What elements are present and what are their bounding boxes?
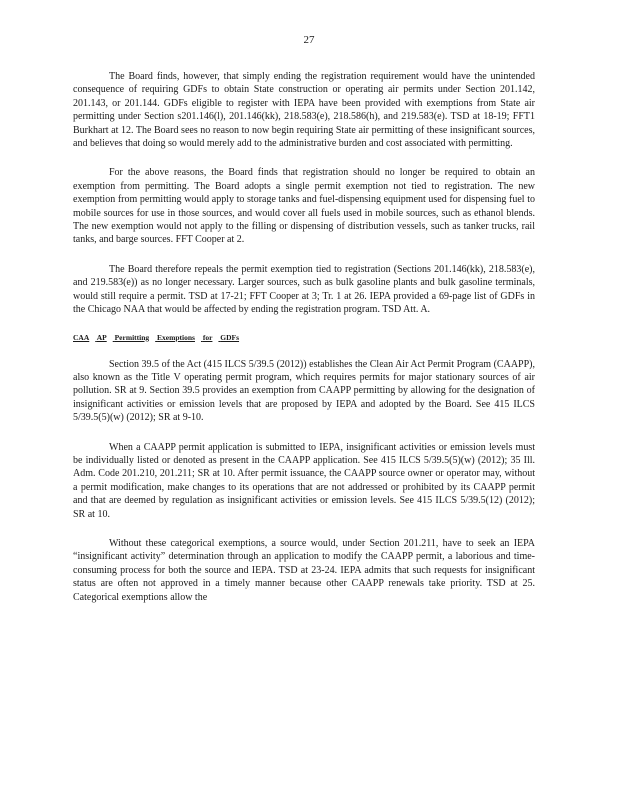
heading-word: for xyxy=(202,332,213,342)
heading-word: Exemptions xyxy=(157,332,195,342)
document-body xyxy=(73,70,535,620)
heading-word: CAA xyxy=(73,332,90,342)
paragraph-repeal: The Board therefore repeals the permit exemption tied to registration (Sections 201.146(kk), 218.583(e), and 219.583(e)) as no longer necessary. Larger sources, such as bulk gasoline plants and bulk gasoline terminals, would still require a permit. TSD at 17-21; FFT Cooper at 3; Tr. 1 at 26. IEPA provided a 69-page list of GDFs in the Chicago NAA that would be affected by ending the registration program. TSD Att. A. xyxy=(73,263,535,316)
paragraph-caapp-application: When a CAAPP permit application is submitted to IEPA, insignificant activities or emission levels must be individually listed or denoted as present in the CAAPP application. See 415 ILCS 5/39.5(5)(w) (2012); 35 Ill. Adm. Code 201.210, 201.211; SR at 10. After permit issuance, the CAAPP source owner or operator may, without a permit modification, make changes to its operations that are not addressed or prohibited by its CAAPP permit and that are deemed by regulation as insignificant activities or emission levels. See 415 ILCS 5/39.5(12) (2012); SR at 10. xyxy=(73,441,535,520)
heading-word: Permitting xyxy=(114,332,150,342)
section-heading xyxy=(73,333,535,342)
paragraph-new-exemption: For the above reasons, the Board finds that registration should no longer be required to obtain an exemption from permitting. The Board adopts a single permit exemption not tied to registration. The new exemption from permitting would apply to storage tanks and fuel-dispensing equipment used for dispensing fuel to mobile sources for use in those sources, and would cover all fuels used in mobile sources, such as ethanol blends. The new exemption would not apply to the filling or dispensing of distribution vessels, such as tanker trucks, rail tanks, and barge sources. FFT Cooper at 2. xyxy=(73,167,535,246)
heading-word: GDFs xyxy=(220,332,240,342)
paragraph-categorical-exemptions: Without these categorical exemptions, a source would, under Section 201.211, have to seek an IEPA “insignificant activity” determination through an application to modify the CAAPP permit, a laborious and time-consuming process for both the source and IEPA. TSD at 23-24. IEPA admits that such requests for insignificant status are often not approved in a timely manner because other CAAPP renewals take priority. TSD at 25. Categorical exemptions allow the xyxy=(73,537,535,603)
page-number: 27 xyxy=(303,34,315,46)
paragraph-registration-consequence: The Board finds, however, that simply ending the registration requirement would have the unintended consequence of requiring GDFs to obtain State construction or operating air permits under Section 201.142, 201.143, or 201.144. GDFs eligible to register with IEPA have been provided with exemptions from State air permitting under Section s201.146(l), 201.146(kk), 218.583(e), 218.586(h), and 219.583(e). TSD at 18-19; FFT1 Burkhart at 12. The Board sees no reason to now begin requiring State air permitting of these insignificant sources, and believes that doing so would merely add to the administrative burden and cost associated with permitting. xyxy=(73,71,535,150)
paragraph-caapp-overview: Section 39.5 of the Act (415 ILCS 5/39.5 (2012)) establishes the Clean Air Act Permit Program (CAAPP), also known as the Title V operating permit program, which requires permits for major stationary sources of air pollution. SR at 9. Section 39.5 provides an exemption from CAAPP permitting by allowing for the designation of insignificant activities or emission levels that are proposed by IEPA and adopted by the Board. See 415 ILCS 5/39.5(5)(w) (2012); SR at 9-10. xyxy=(73,358,535,424)
heading-word: AP xyxy=(96,332,107,342)
